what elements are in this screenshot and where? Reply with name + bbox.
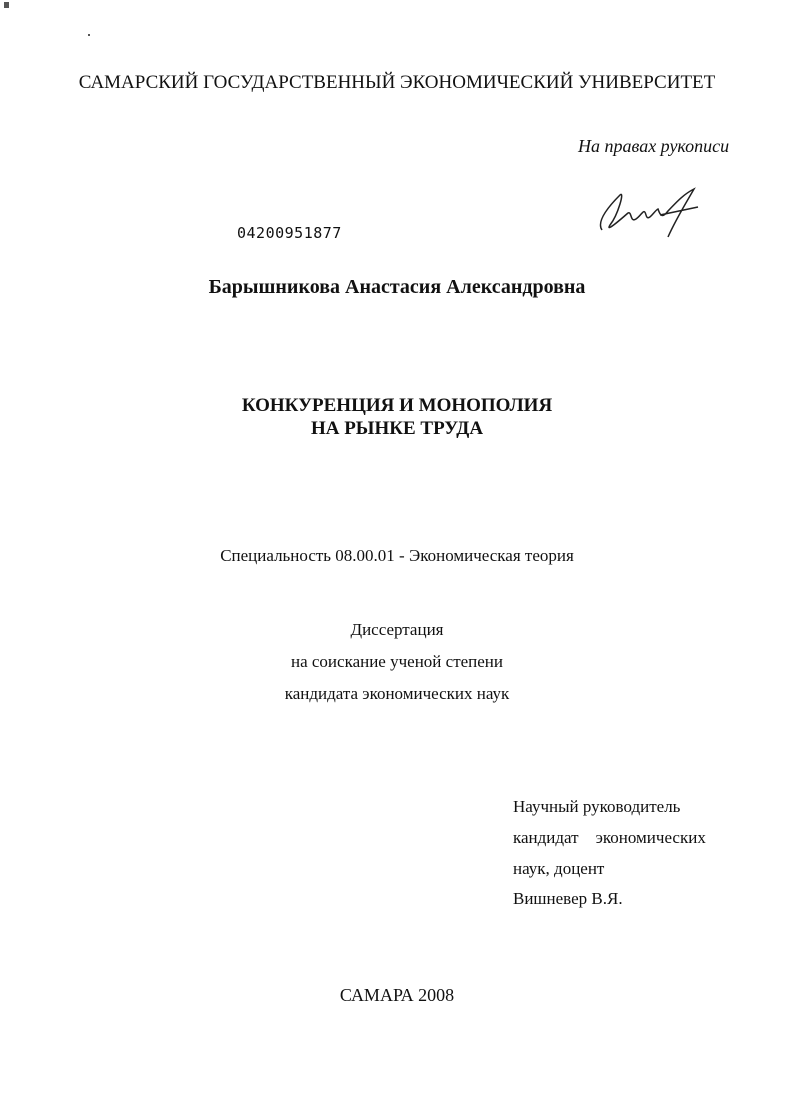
scan-mark [4, 2, 9, 8]
degree-line1: Диссертация [350, 620, 444, 639]
scan-speck [88, 34, 90, 36]
supervisor-name: Вишневер В.Я. [513, 889, 623, 908]
specialty: Специальность 08.00.01 - Экономическая теория [220, 546, 574, 565]
author-name: Барышникова Анастасия Александровна [208, 276, 586, 298]
degree-line2: на соискание ученой степени [290, 652, 504, 671]
university-name: САМАРСКИЙ ГОСУДАРСТВЕННЫЙ ЭКОНОМИЧЕСКИЙ УНИВЕРСИТЕТ [78, 72, 716, 93]
supervisor-title1: кандидат экономических [513, 828, 706, 847]
manuscript-note: На правах рукописи [578, 136, 730, 156]
signature-icon [590, 185, 710, 245]
degree-line3: кандидата экономических наук [284, 684, 510, 703]
thesis-title-line1: КОНКУРЕНЦИЯ И МОНОПОЛИЯ [241, 395, 553, 416]
thesis-title-line2: НА РЫНКЕ ТРУДА [310, 418, 484, 439]
supervisor-title2: наук, доцент [513, 859, 605, 878]
catalog-number: 04200951877 [237, 224, 342, 242]
place-year: САМАРА 2008 [339, 985, 455, 1005]
supervisor-label: Научный руководитель [513, 797, 681, 816]
